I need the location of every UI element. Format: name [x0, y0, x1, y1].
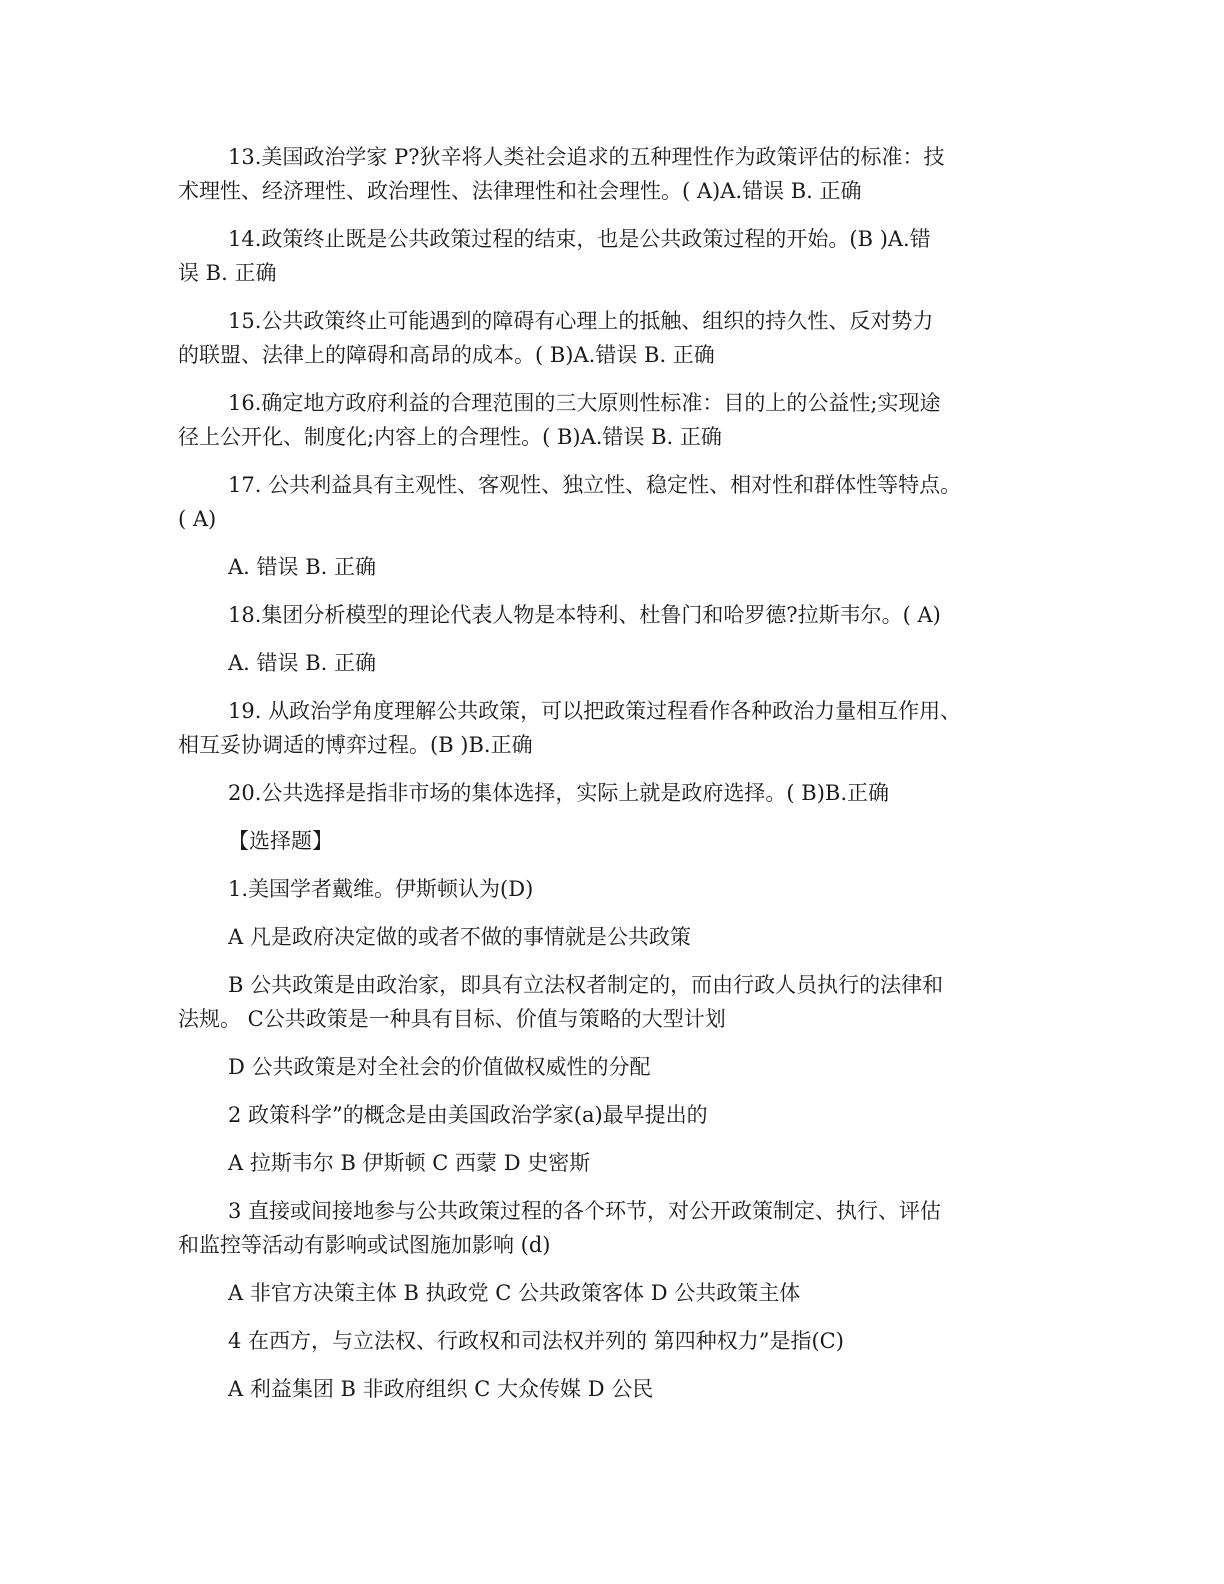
text-line: D 公共政策是对全社会的价值做权威性的分配 — [228, 1055, 651, 1079]
paragraph — [178, 598, 1058, 632]
text-line: 19. 从政治学角度理解公共政策，可以把政策过程看作各种政治力量相互作用、 — [228, 699, 962, 723]
text-line: A 非官方决策主体 B 执政党 C 公共政策客体 D 公共政策主体 — [228, 1281, 801, 1305]
text-line: A. 错误 B. 正确 — [228, 555, 376, 579]
paragraph — [178, 776, 1058, 810]
text-line: 16.确定地方政府利益的合理范围的三大原则性标准：目的上的公益性;实现途 — [228, 391, 941, 415]
paragraph — [178, 1372, 1058, 1406]
text-line: 17. 公共利益具有主观性、客观性、独立性、稳定性、相对性和群体性等特点。 — [228, 473, 962, 497]
text-line: A 利益集团 B 非政府组织 C 大众传媒 D 公民 — [228, 1377, 654, 1401]
paragraph — [178, 968, 1058, 1036]
text-line: 14.政策终止既是公共政策过程的结束，也是公共政策过程的开始。(B )A.错 — [228, 227, 931, 251]
text-line: 径上公开化、制度化;内容上的合理性。( B)A.错误 B. 正确 — [178, 425, 722, 449]
paragraph — [178, 1098, 1058, 1132]
text-line: B 公共政策是由政治家，即具有立法权者制定的，而由行政人员执行的法律和 — [228, 973, 944, 997]
paragraph — [178, 824, 1058, 858]
text-line: 和监控等活动有影响或试图施加影响 (d) — [178, 1233, 551, 1257]
text-line: 15.公共政策终止可能遇到的障碍有心理上的抵触、组织的持久性、反对势力 — [228, 309, 934, 333]
text-line: 1.美国学者戴维。伊斯顿认为(D) — [228, 877, 534, 901]
paragraph — [178, 140, 1058, 208]
text-line: 的联盟、法律上的障碍和高昂的成本。( B)A.错误 B. 正确 — [178, 343, 715, 367]
text-line: 【选择题】 — [228, 829, 333, 853]
paragraph — [178, 1324, 1058, 1358]
paragraph — [178, 304, 1058, 372]
text-line: 2 政策科学”的概念是由美国政治学家(a)最早提出的 — [228, 1103, 708, 1127]
paragraph — [178, 1194, 1058, 1262]
paragraph — [178, 222, 1058, 290]
text-line: 20.公共选择是指非市场的集体选择，实际上就是政府选择。( B)B.正确 — [228, 781, 889, 805]
text-line: 4 在西方，与立法权、行政权和司法权并列的 第四种权力”是指(C) — [228, 1329, 844, 1353]
text-line: A 拉斯韦尔 B 伊斯顿 C 西蒙 D 史密斯 — [228, 1151, 591, 1175]
paragraph — [178, 1146, 1058, 1180]
paragraph — [178, 386, 1058, 454]
paragraph — [178, 694, 1058, 762]
paragraph — [178, 1050, 1058, 1084]
text-line: 相互妥协调适的博弈过程。(B )B.正确 — [178, 733, 533, 757]
paragraph — [178, 646, 1058, 680]
paragraph — [178, 468, 1058, 536]
text-line: 误 B. 正确 — [178, 261, 277, 285]
text-line: 18.集团分析模型的理论代表人物是本特利、杜鲁门和哈罗德?拉斯韦尔。( A) — [228, 603, 941, 627]
text-line: A 凡是政府决定做的或者不做的事情就是公共政策 — [228, 925, 691, 949]
paragraph — [178, 920, 1058, 954]
text-line: 3 直接或间接地参与公共政策过程的各个环节，对公开政策制定、执行、评估 — [228, 1199, 942, 1223]
document-page — [178, 140, 1058, 1420]
text-line: A. 错误 B. 正确 — [228, 651, 376, 675]
text-line: 法规。 C公共政策是一种具有目标、价值与策略的大型计划 — [178, 1007, 726, 1031]
paragraph — [178, 872, 1058, 906]
text-line: ( A) — [178, 507, 217, 531]
paragraph — [178, 1276, 1058, 1310]
paragraph — [178, 550, 1058, 584]
text-line: 术理性、经济理性、政治理性、法律理性和社会理性。( A)A.错误 B. 正确 — [178, 179, 862, 203]
text-line: 13.美国政治学家 P?狄辛将人类社会追求的五种理性作为政策评估的标准：技 — [228, 145, 945, 169]
